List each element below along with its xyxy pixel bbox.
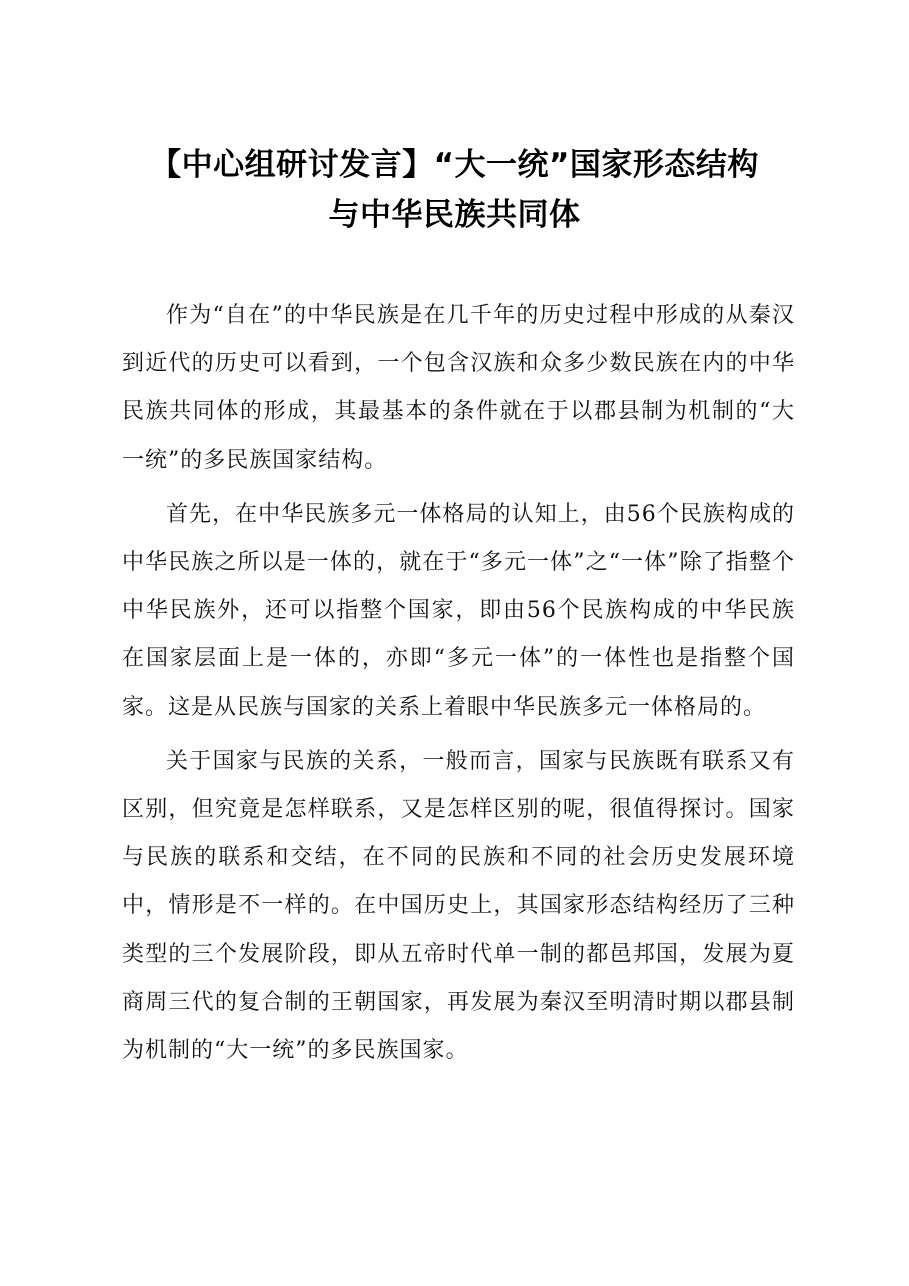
document-title [100,140,809,240]
title-line-2: 与中华民族共同体 [328,197,581,233]
paragraph-2: 首先，在中华民族多元一体格局的认知上，由56个民族构成的中华民族之所以是一体的，就在于“多元一体”之“一体”除了指整个中华民族外，还可以指整个国家，即由56个民族构成的中华民族在国家层面上是一体的，亦即“多元一体”的一体性也是指整个国家。这是从民族与国家的关系上着眼中华民族多元一体格局的。 [122,501,795,720]
paragraph-1: 作为“自在”的中华民族是在几千年的历史过程中形成的从秦汉到近代的历史可以看到，一个包含汉族和众多少数民族在内的中华民族共同体的形成，其最基本的条件就在于以郡县制为机制的“大一统”的多民族国家结构。 [122,303,795,473]
paragraph-3: 关于国家与民族的关系，一般而言，国家与民族既有联系又有区别，但究竟是怎样联系，又是怎样区别的呢，很值得探讨。国家与民族的联系和交结，在不同的民族和不同的社会历史发展环境中，情形是不一样的。在中国历史上，其国家形态结构经历了三种类型的三个发展阶段，即从五帝时代单一制的都邑邦国，发展为夏商周三代的复合制的王朝国家，再发展为秦汉至明清时期以郡县制为机制的“大一统”的多民族国家。 [122,748,795,1064]
title-line-1: 【中心组研讨发言】“大一统”国家形态结构 [150,147,759,183]
document-body [122,292,795,1081]
